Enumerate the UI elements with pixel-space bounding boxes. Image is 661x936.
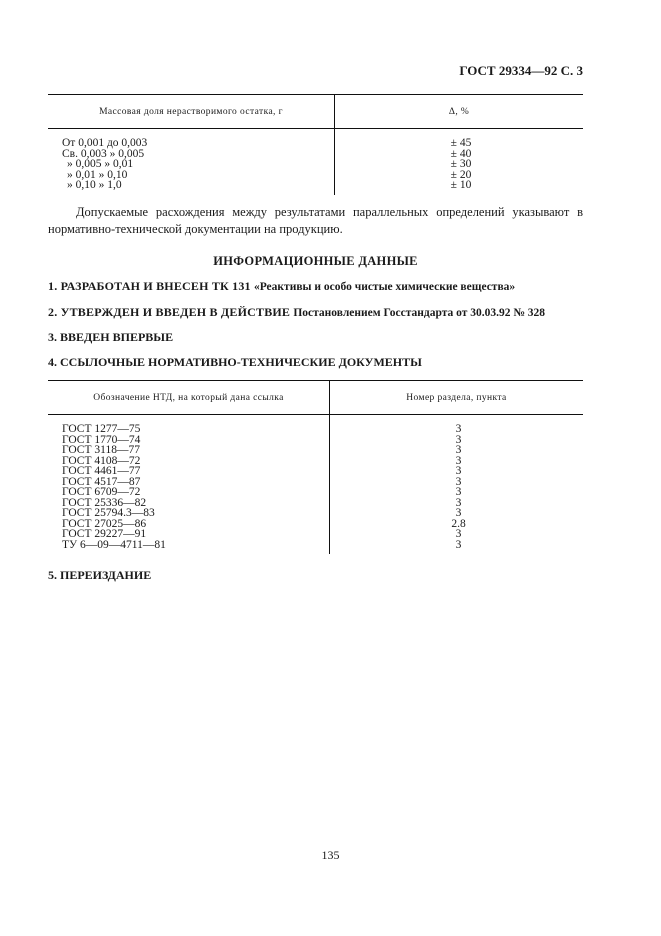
column-header-section: Номер раздела, пункта bbox=[330, 381, 584, 415]
section-cell: 3 bbox=[455, 454, 462, 467]
range-cell: » 0,005 » 0,01 bbox=[48, 159, 335, 170]
info-item-1-rest: «Реактивы и особо чистые химические вещества» bbox=[253, 281, 516, 293]
doc-cell: ГОСТ 1770—74 bbox=[48, 435, 330, 446]
delta-cell: ± 40 bbox=[450, 147, 472, 160]
delta-cell: ± 10 bbox=[450, 179, 472, 191]
table-row bbox=[48, 487, 583, 498]
column-header-delta: Δ, % bbox=[335, 95, 584, 129]
range-cell: Св. 0,003 » 0,005 bbox=[48, 149, 335, 160]
info-item-3: 3. ВВЕДЕН ВПЕРВЫЕ bbox=[48, 330, 174, 344]
doc-cell: ГОСТ 27025—86 bbox=[48, 519, 330, 530]
delta-cell: ± 45 bbox=[450, 137, 472, 149]
column-header-mass-fraction: Массовая доля нерастворимого остатка, г bbox=[48, 95, 335, 129]
range-cell: » 0,10 » 1,0 bbox=[48, 180, 335, 195]
doc-cell: ГОСТ 4517—87 bbox=[48, 477, 330, 488]
section-cell: 3 bbox=[455, 465, 462, 477]
doc-cell: ТУ 6—09—4711—81 bbox=[48, 540, 330, 555]
doc-cell: ГОСТ 25336—82 bbox=[48, 498, 330, 509]
info-item-4: 4. ССЫЛОЧНЫЕ НОРМАТИВНО-ТЕХНИЧЕСКИЕ ДОКУМЕНТЫ bbox=[48, 355, 422, 369]
range-cell: » 0,01 » 0,10 bbox=[48, 170, 335, 181]
table-row bbox=[48, 508, 583, 519]
info-section-title: ИНФОРМАЦИОННЫЕ ДАННЫЕ bbox=[213, 254, 418, 268]
section-cell: 3 bbox=[455, 538, 462, 551]
page-number: 135 bbox=[321, 848, 340, 862]
document-header: ГОСТ 29334—92 С. 3 bbox=[459, 63, 583, 78]
table-row bbox=[48, 540, 583, 555]
section-cell: 3 bbox=[455, 423, 462, 435]
table-row bbox=[48, 415, 583, 435]
info-item-1-lead: 1. РАЗРАБОТАН И ВНЕСЕН ТК 131 bbox=[48, 279, 254, 293]
delta-cell: ± 20 bbox=[450, 168, 472, 181]
info-item-5: 5. ПЕРЕИЗДАНИЕ bbox=[48, 568, 152, 582]
doc-cell: ГОСТ 4108—72 bbox=[48, 456, 330, 467]
table-row bbox=[48, 445, 583, 456]
table-row bbox=[48, 159, 583, 170]
table-row bbox=[48, 180, 583, 195]
reference-documents-table bbox=[48, 380, 583, 554]
info-item-2-rest: Постановлением Госстандарта от 30.03.92 № 328 bbox=[293, 307, 546, 319]
discrepancy-paragraph: Допускаемые расхождения между результатами параллельных определений указывают в нормативно-технической документации на продукцию. bbox=[48, 205, 583, 236]
section-cell: 3 bbox=[455, 528, 462, 540]
doc-cell: ГОСТ 6709—72 bbox=[48, 487, 330, 498]
section-cell: 3 bbox=[455, 486, 462, 498]
delta-cell: ± 30 bbox=[450, 158, 472, 170]
column-header-ntd: Обозначение НТД, на который дана ссылка bbox=[48, 381, 330, 415]
table-row bbox=[48, 466, 583, 477]
doc-cell: ГОСТ 4461—77 bbox=[48, 466, 330, 477]
section-cell: 3 bbox=[455, 433, 462, 446]
doc-cell: ГОСТ 1277—75 bbox=[48, 415, 330, 435]
table-row bbox=[48, 170, 583, 181]
section-cell: 3 bbox=[455, 475, 462, 488]
doc-cell: ГОСТ 25794.3—83 bbox=[48, 508, 330, 519]
doc-cell: ГОСТ 3118—77 bbox=[48, 445, 330, 456]
table-row bbox=[48, 129, 583, 149]
section-cell: 3 bbox=[455, 507, 462, 519]
range-cell: От 0,001 до 0,003 bbox=[48, 129, 335, 149]
residue-tolerance-table bbox=[48, 94, 583, 195]
doc-cell: ГОСТ 29227—91 bbox=[48, 529, 330, 540]
info-item-2-lead: 2. УТВЕРЖДЕН И ВВЕДЕН В ДЕЙСТВИЕ bbox=[48, 305, 294, 319]
info-item-2 bbox=[48, 305, 608, 320]
section-cell: 2.8 bbox=[451, 517, 466, 530]
section-cell: 3 bbox=[455, 444, 462, 456]
section-cell: 3 bbox=[455, 496, 462, 509]
info-item-1 bbox=[48, 279, 608, 294]
table-row bbox=[48, 529, 583, 540]
